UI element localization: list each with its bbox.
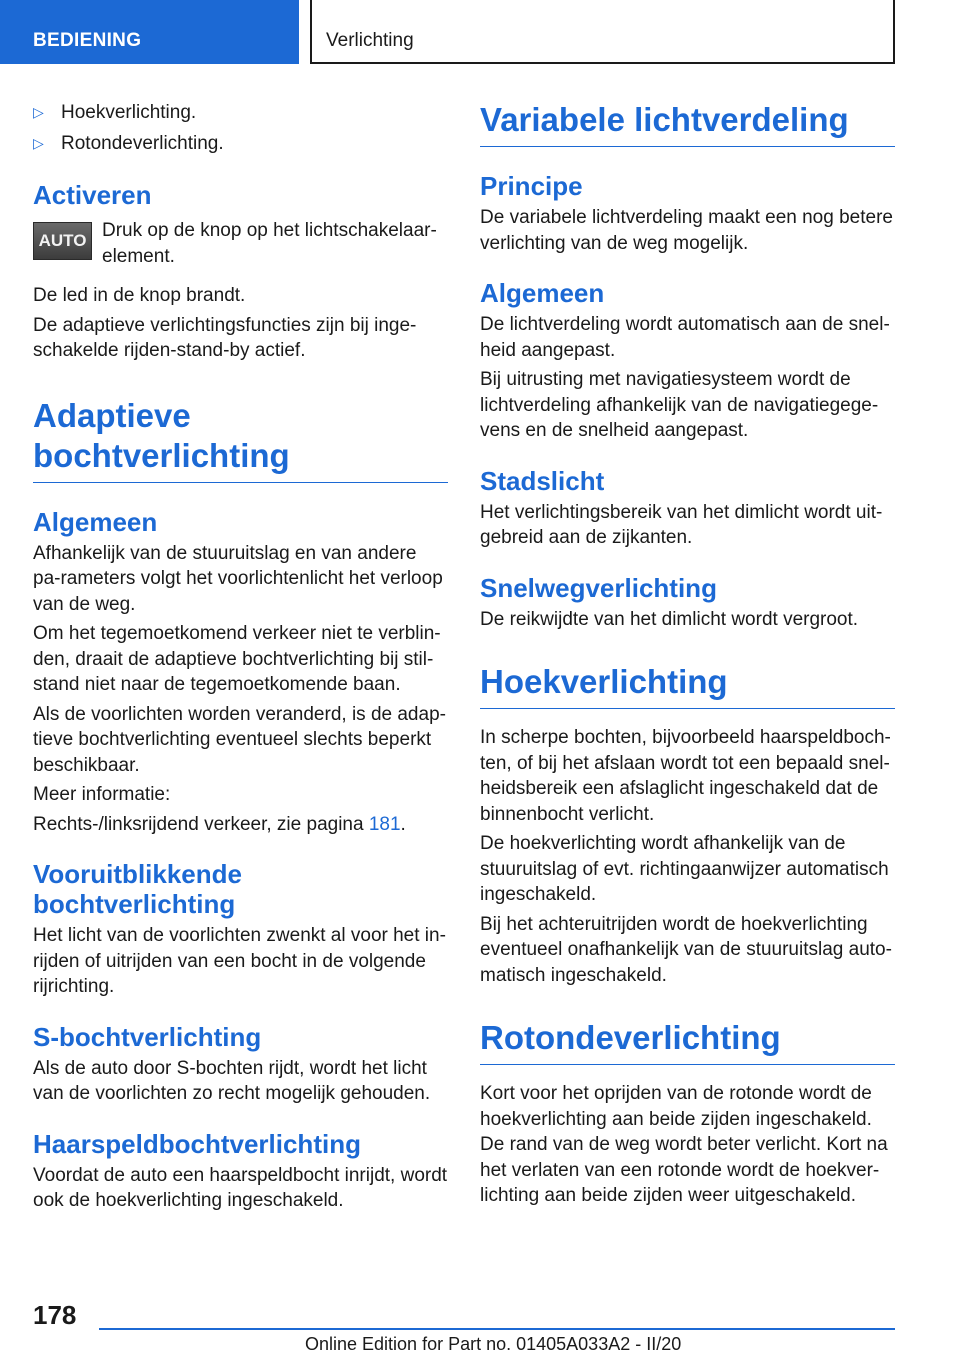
list-item-text: Hoekverlichting. (61, 102, 197, 123)
paragraph: Om het tegemoetkomend verkeer niet te verblin-den, draait de adaptieve bochtverlichting bij stil-stand niet naar de tegemoetkomende baan. (33, 623, 441, 695)
vooruit-heading: Vooruitblikkende bochtverlichting (33, 859, 242, 919)
page-number: 178 (33, 1300, 77, 1330)
paragraph: De hoekverlichting wordt afhankelijk van de stuuruitslag of evt. richtingaanwijzer automatisch ingeschakeld. (480, 833, 889, 905)
paragraph: Meer informatie: (33, 784, 171, 805)
triangle-bullet-icon: ▷ (33, 135, 44, 151)
paragraph: De adaptieve verlichtingsfuncties zijn bij inge-schakelde rijden-stand-by actief. (33, 314, 417, 361)
paragraph (33, 812, 448, 838)
rotonde-title: Rotondeverlichting (480, 1018, 895, 1065)
paragraph: De variabele lichtverdeling maakt een nog betere verlichting van de weg mogelijk. (480, 207, 893, 254)
cross-reference-end: . (400, 813, 406, 835)
paragraph: Het verlichtingsbereik van het dimlicht wordt uit-gebreid aan de zijkanten. (480, 501, 883, 548)
auto-button-icon: AUTO (33, 222, 92, 260)
left-column (33, 100, 448, 1218)
activeren-heading: Activeren (33, 180, 152, 210)
hoek-title: Hoekverlichting (480, 662, 895, 709)
paragraph: Als de voorlichten worden veranderd, is de adap-tieve bochtverlichting eventueel slechts beperkt beschikbaar. (33, 703, 446, 776)
list-item-text: Rotondeverlichting. (61, 133, 224, 154)
list-item (33, 100, 448, 125)
list-item (33, 131, 448, 156)
page-link[interactable]: 181 (368, 813, 401, 835)
cross-reference-text: Rechts-/linksrijdend verkeer, zie pagina (33, 813, 369, 835)
sbocht-heading: S-bochtverlichting (33, 1021, 262, 1052)
variabele-title: Variabele lichtverdeling (480, 100, 895, 147)
triangle-bullet-icon: ▷ (33, 104, 44, 120)
footer-divider (99, 1328, 895, 1330)
paragraph: De reikwijdte van het dimlicht wordt vergroot. (480, 608, 859, 630)
paragraph: In scherpe bochten, bijvoorbeeld haarspeldboch-ten, of bij het afslaan wordt tot een bepaald snel-heidsbereik een afslaglicht ingeschakeld dat de binnenbocht verlicht. (480, 727, 891, 825)
chapter-title: Verlichting (310, 0, 895, 64)
paragraph: De lichtverdeling wordt automatisch aan de snel-heid aangepast. (480, 314, 890, 361)
algemeen-heading: Algemeen (33, 506, 158, 537)
paragraph: Als de auto door S-bochten rijdt, wordt het licht van de voorlichten zo recht mogelijk gehouden. (33, 1057, 431, 1104)
auto-instruction-text: Druk op de knop op het lichtschakelaar-element. (102, 220, 437, 267)
right-column (480, 100, 895, 1213)
section-tab: BEDIENING (0, 0, 299, 64)
paragraph: De led in de knop brandt. (33, 285, 246, 306)
edition-note: Online Edition for Part no. 01405A033A2 - II/20 (305, 1334, 682, 1354)
stadslicht-heading: Stadslicht (480, 465, 605, 496)
paragraph: Bij uitrusting met navigatiesysteem wordt de lichtverdeling afhankelijk van de navigatiegege-vens en de snelheid aangepast. (480, 369, 879, 441)
haarspeld-heading: Haarspeldbochtverlichting (33, 1128, 361, 1159)
paragraph: Afhankelijk van de stuuruitslag en van andere pa-rameters volgt het voorlichtenlicht het verloop van de weg. (33, 542, 443, 615)
algemeen-heading: Algemeen (480, 278, 605, 308)
paragraph: Het licht van de voorlichten zwenkt al voor het in-rijden of uitrijden van een bocht in de volgende rijrichting. (33, 925, 446, 997)
principe-heading: Principe (480, 171, 583, 201)
paragraph: Bij het achteruitrijden wordt de hoekverlichting eventueel onafhankelijk van de stuuruitslag auto-matisch ingeschakeld. (480, 913, 892, 986)
snelweg-heading: Snelwegverlichting (480, 572, 717, 603)
adaptieve-title: Adaptieve bochtverlichting (33, 396, 448, 483)
auto-instruction (33, 218, 448, 269)
paragraph: Kort voor het oprijden van de rotonde wordt de hoekverlichting aan beide zijden ingeschakeld. De rand van de weg wordt beter verlicht. Kort na het verlaten van een rotonde wordt de hoekver-lichting aan beide zijden weer uitgeschakeld. (480, 1083, 888, 1206)
paragraph: Voordat de auto een haarspeldbocht inrijdt, wordt ook de hoekverlichting ingeschakeld. (33, 1164, 448, 1211)
